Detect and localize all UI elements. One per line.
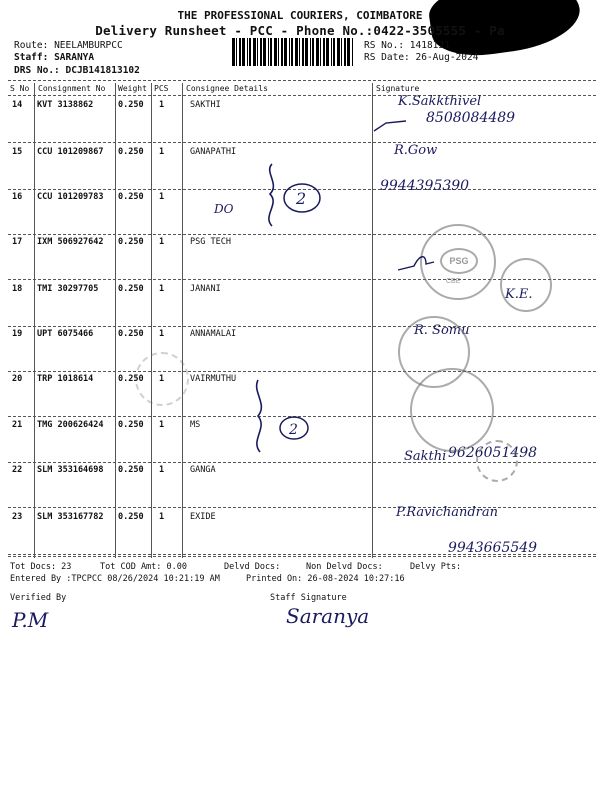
col-header-signature: Signature <box>376 84 420 93</box>
row-weight: 0.250 <box>118 237 144 247</box>
barcode-bar <box>316 38 319 66</box>
row-sno: 16 <box>12 192 23 202</box>
row-weight: 0.250 <box>118 147 144 157</box>
staff-signature-label: Staff Signature <box>270 593 347 603</box>
barcode-bar <box>281 38 283 66</box>
row-pcs: 1 <box>159 237 165 247</box>
row-weight: 0.250 <box>118 284 144 294</box>
barcode-bar <box>239 38 241 66</box>
faint-stamp <box>476 440 518 482</box>
barcode-bar <box>326 38 329 66</box>
scribble-signature <box>396 248 436 278</box>
delvd-docs: Delvd Docs: <box>224 562 281 572</box>
verifier-signature: P.M <box>12 608 49 632</box>
row-pcs: 1 <box>159 192 165 202</box>
row-pcs: 1 <box>159 420 165 430</box>
row-phone: 9944395390 <box>380 178 470 194</box>
staff-value: SARANYA <box>54 52 95 63</box>
barcode-bar <box>347 38 350 66</box>
barcode-bar <box>295 38 298 66</box>
row-sno: 17 <box>12 237 23 247</box>
row-consignment-no: CCU 101209783 <box>37 192 104 202</box>
row-consignment-no: TMG 200626424 <box>37 420 104 430</box>
col-header-consignee: Consignee Details <box>186 84 268 93</box>
barcode-bar <box>305 38 308 66</box>
row-consignee: GANAPATHI <box>190 147 237 157</box>
printed-on: Printed On: 26-08-2024 10:27:16 <box>246 574 405 584</box>
barcode-bar <box>263 38 266 66</box>
row-pcs: 1 <box>159 465 165 475</box>
barcode-bar <box>278 38 279 66</box>
stamp-bottom-label: CBE <box>446 278 461 285</box>
row-sno: 22 <box>12 465 23 475</box>
round-stamp <box>500 258 552 312</box>
entered-by: Entered By :TPCPCC 08/26/2024 10:21:19 AM <box>10 574 220 584</box>
barcode-bar <box>289 38 290 66</box>
barcode-bar <box>323 38 325 66</box>
row-pcs: 1 <box>159 512 165 522</box>
row-weight: 0.250 <box>118 192 144 202</box>
barcode-bar <box>284 38 287 66</box>
tot-cod-amt: Tot COD Amt: 0.00 <box>100 562 187 572</box>
row-sno: 15 <box>12 147 23 157</box>
row-weight: 0.250 <box>118 100 144 110</box>
row-weight: 0.250 <box>118 420 144 430</box>
barcode-bar <box>333 38 335 66</box>
row-consignment-no: KVT 3138862 <box>37 100 94 110</box>
runsheet-subtitle: Delivery Runsheet - PCC - Phone No.:0422-3505555 - Pa <box>95 23 505 38</box>
signature-stroke <box>372 115 412 135</box>
row-phone: 8508084489 <box>426 110 516 126</box>
row-separator <box>8 234 596 235</box>
delvy-pts: Delvy Pts: <box>410 562 462 572</box>
barcode-bar <box>312 38 314 66</box>
row-consignee: JANANI <box>190 284 221 294</box>
row-separator <box>8 507 596 508</box>
row-sno: 14 <box>12 100 23 110</box>
barcode-bar <box>291 38 293 66</box>
verified-by-label: Verified By <box>10 593 67 603</box>
row-signature: K.Sakkthivel <box>398 94 482 109</box>
row-weight: 0.250 <box>118 512 144 522</box>
row-weight: 0.250 <box>118 374 144 384</box>
barcode-bar <box>257 38 258 66</box>
brace-mark <box>258 160 328 230</box>
barcode-bar <box>249 38 251 66</box>
row-consignment-no: UPT 6075466 <box>37 329 94 339</box>
staff-handwritten-signature: Saranya <box>286 604 370 628</box>
row-consignee: SAKTHI <box>190 100 221 110</box>
row-signature: R.Gow <box>394 143 438 158</box>
row-signature: P.Ravichandran <box>396 505 499 520</box>
col-header-sno: S No <box>10 84 30 93</box>
row-consignee: EXIDE <box>190 512 216 522</box>
svg-text:2: 2 <box>296 189 307 208</box>
rs-date-line: RS Date: 26-Aug-2024 <box>364 52 479 63</box>
rs-no-value: 1418131 <box>409 40 450 51</box>
barcode-bar <box>247 38 248 66</box>
row-consignee: VAIRMUTHU <box>190 374 237 384</box>
col-divider <box>151 83 152 558</box>
row-consignment-no: SLM 353167782 <box>37 512 104 522</box>
row-pcs: 1 <box>159 284 165 294</box>
drs-line: DRS No.: DCJB141813102 <box>14 65 140 76</box>
staff-line: Staff: SARANYA <box>14 52 95 63</box>
row-signature: K.E. <box>505 287 533 302</box>
col-divider <box>34 83 35 558</box>
row-sno: 18 <box>12 284 23 294</box>
row-phone: 9626051498 <box>448 445 538 461</box>
barcode-bar <box>260 38 262 66</box>
col-divider <box>182 83 183 558</box>
row-pcs: 1 <box>159 329 165 339</box>
row-sno: 19 <box>12 329 23 339</box>
table-top-rule <box>8 80 596 81</box>
row-consignee: ANNAMALAI <box>190 329 237 339</box>
barcode-bar <box>310 38 311 66</box>
round-stamp <box>410 368 494 452</box>
faint-stamp <box>135 352 189 406</box>
barcode-bar <box>236 38 237 66</box>
route-line: Route: NEELAMBURPCC <box>14 40 123 51</box>
barcode-bar <box>270 38 272 66</box>
barcode-bar <box>274 38 277 66</box>
barcode-bar <box>352 38 353 66</box>
col-header-pcs: PCS <box>154 84 169 93</box>
barcode-bar <box>320 38 321 66</box>
company-title: THE PROFESSIONAL COURIERS, COIMBATORE <box>177 9 423 22</box>
drs-value: DCJB141813102 <box>65 65 140 76</box>
barcode-bar <box>232 38 235 66</box>
row-consignment-no: CCU 101209867 <box>37 147 104 157</box>
route-value: NEELAMBURPCC <box>54 40 123 51</box>
barcode-bar <box>337 38 340 66</box>
row-consignment-no: IXM 506927642 <box>37 237 104 247</box>
col-header-weight: Weight <box>118 84 147 93</box>
barcode-bar <box>331 38 332 66</box>
row-pcs: 1 <box>159 100 165 110</box>
barcode-bar <box>302 38 304 66</box>
non-delvd-docs: Non Delvd Docs: <box>306 562 383 572</box>
row-consignee: PSG TECH <box>190 237 231 247</box>
row-consignee: GANGA <box>190 465 216 475</box>
brace-mark <box>248 376 318 456</box>
barcode-bar <box>299 38 300 66</box>
row-sno: 23 <box>12 512 23 522</box>
barcode <box>232 38 356 66</box>
row-separator <box>8 326 596 327</box>
barcode-bar <box>344 38 346 66</box>
row-weight: 0.250 <box>118 329 144 339</box>
ditto-mark: DO <box>214 202 234 216</box>
svg-text:2: 2 <box>289 422 298 438</box>
rs-no-line: RS No.: 1418131 <box>364 40 450 51</box>
row-consignment-no: TMI 30297705 <box>37 284 99 294</box>
barcode-bar <box>268 38 269 66</box>
row-separator <box>8 371 596 372</box>
tot-docs: Tot Docs: 23 <box>10 562 72 572</box>
row-signature: Sakthi <box>404 449 447 464</box>
col-header-consignment: Consignment No <box>38 84 106 93</box>
row-sno: 20 <box>12 374 23 384</box>
row-weight: 0.250 <box>118 465 144 475</box>
row-pcs: 1 <box>159 374 165 384</box>
col-divider <box>115 83 116 558</box>
table-bottom-rule <box>8 556 596 557</box>
barcode-bar <box>253 38 256 66</box>
table-header-rule <box>8 95 596 96</box>
row-separator <box>8 554 596 555</box>
barcode-bar <box>341 38 342 66</box>
row-sno: 21 <box>12 420 23 430</box>
row-signature: R. Somu <box>414 323 470 338</box>
barcode-bar <box>242 38 245 66</box>
stamp-inner-label: PSG <box>440 248 478 274</box>
row-consignment-no: SLM 353164698 <box>37 465 104 475</box>
row-separator <box>8 142 596 143</box>
col-divider <box>372 83 373 558</box>
row-phone: 9943665549 <box>448 540 538 556</box>
row-consignment-no: TRP 1018614 <box>37 374 94 384</box>
row-pcs: 1 <box>159 147 165 157</box>
rs-date-value: 26-Aug-2024 <box>415 52 479 63</box>
row-consignee: MS <box>190 420 201 430</box>
